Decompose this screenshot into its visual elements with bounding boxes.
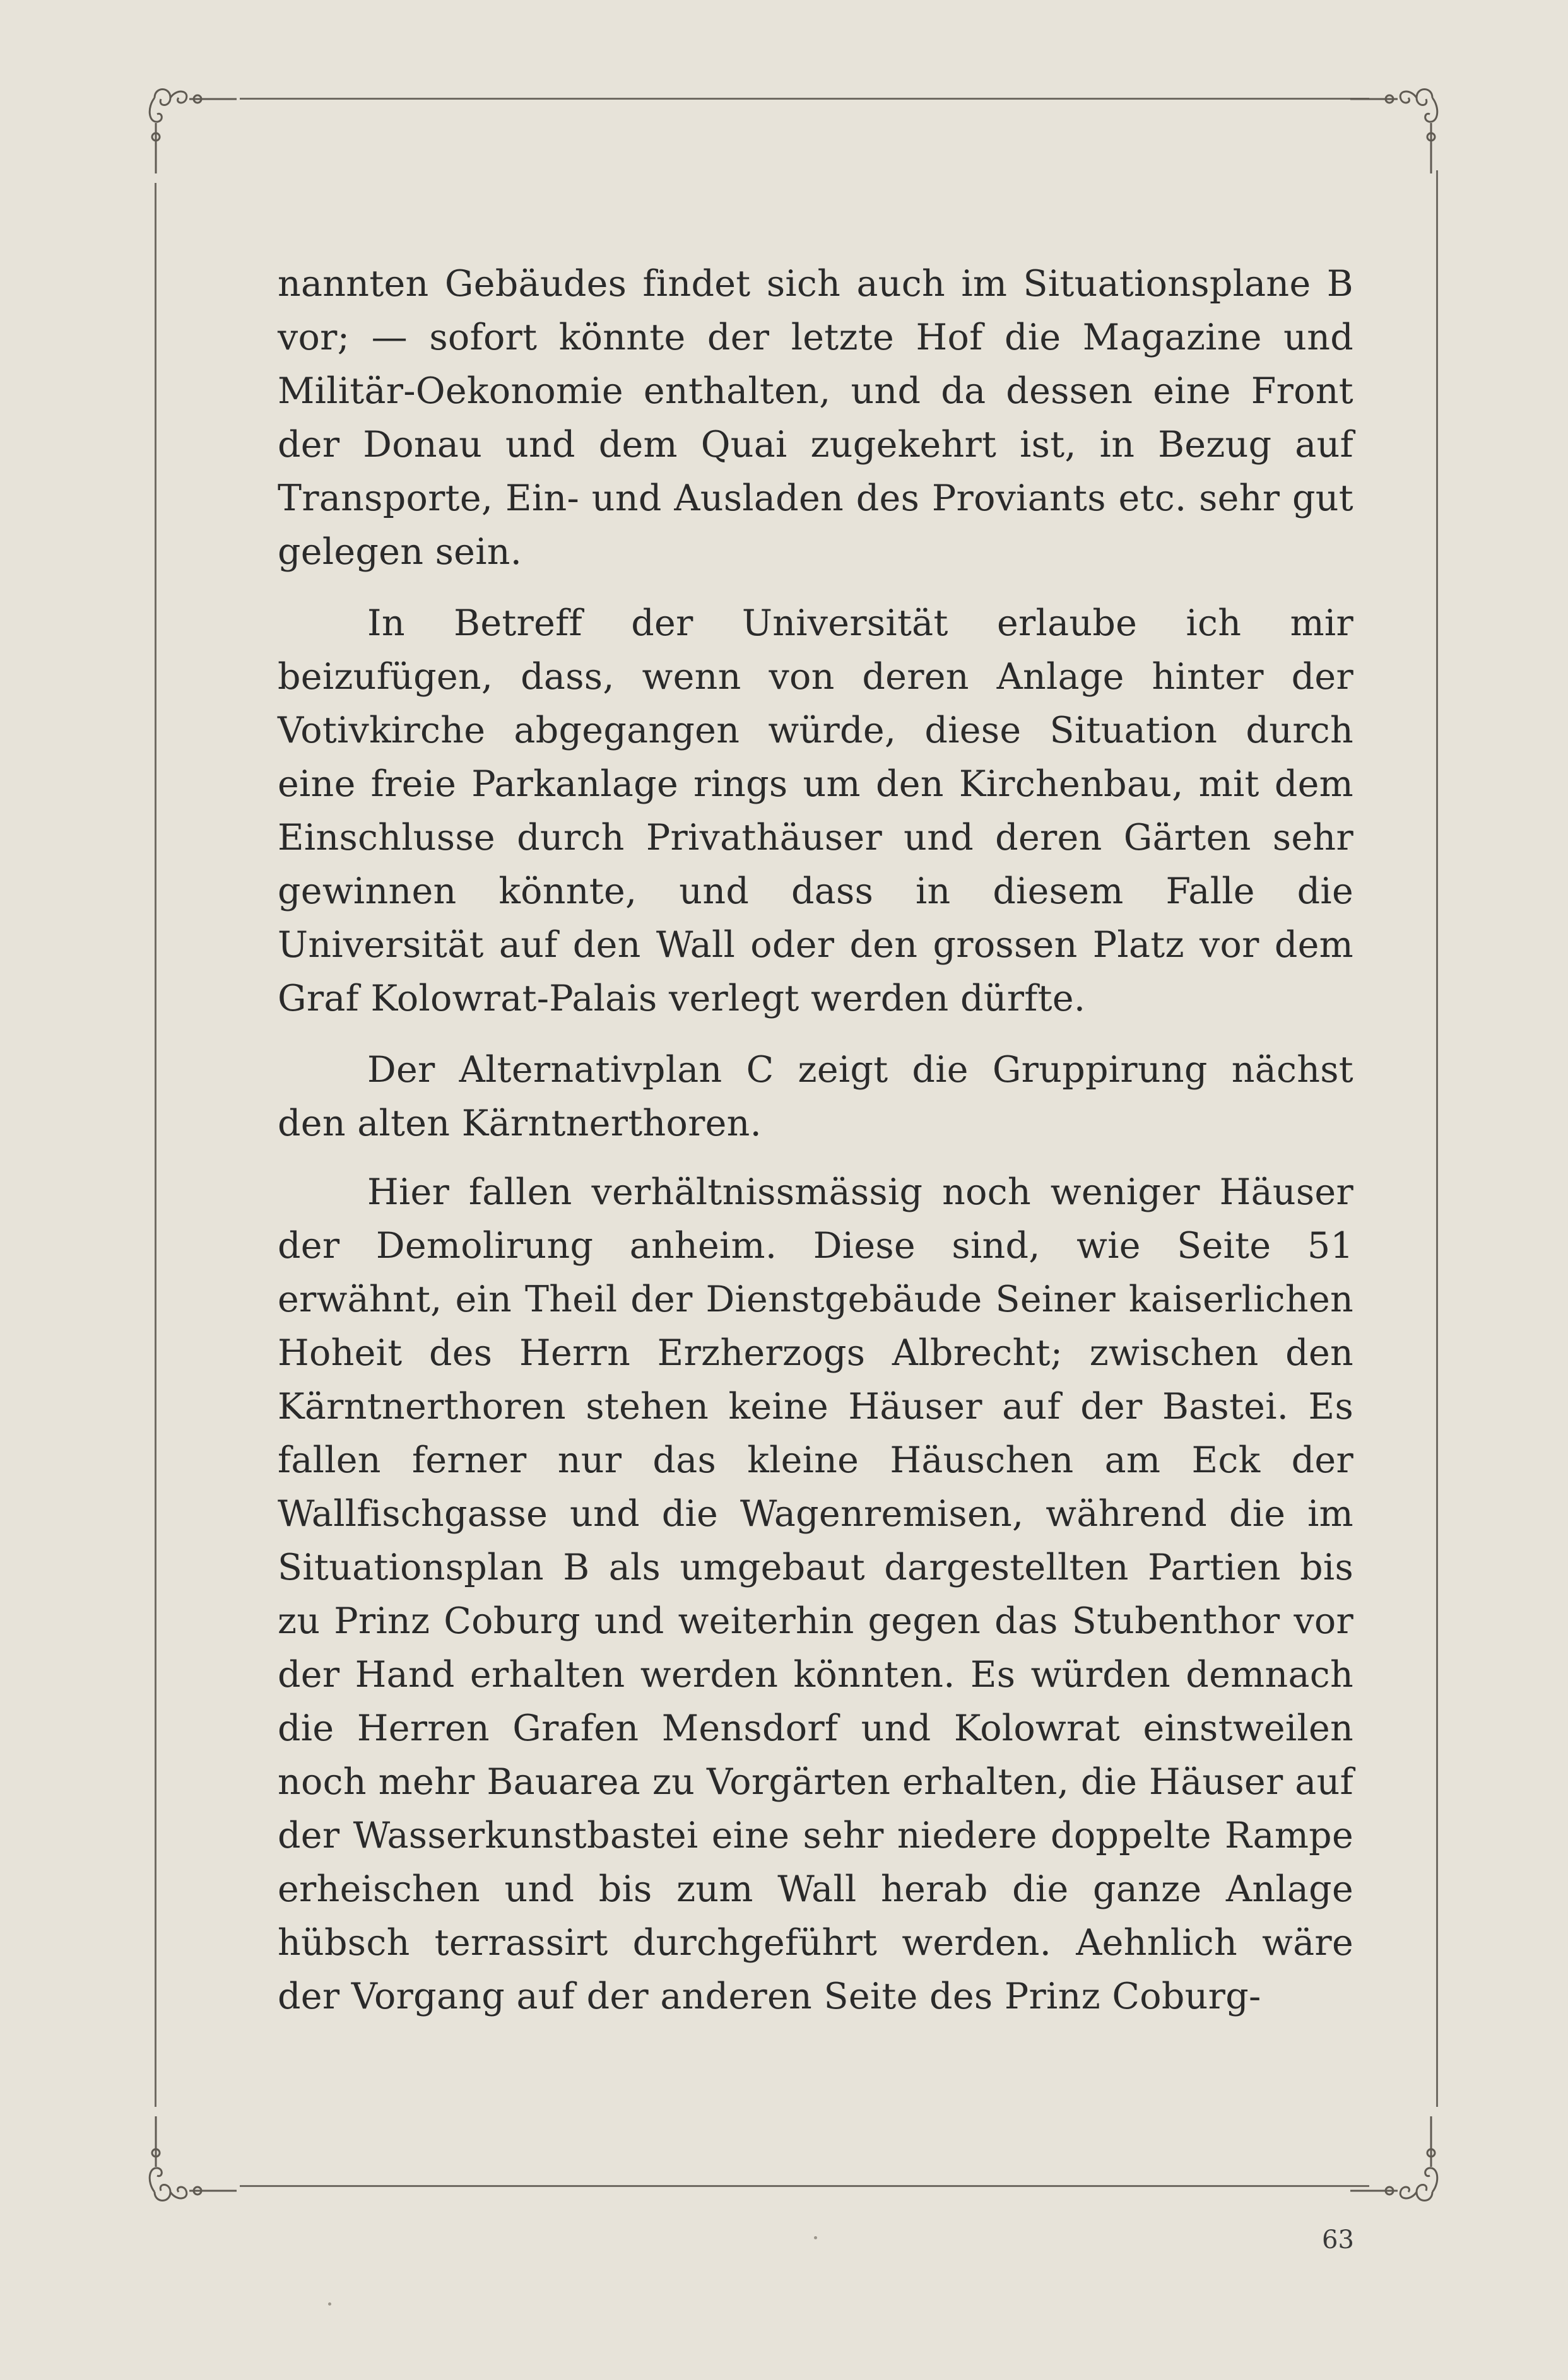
- paper-speck: [328, 2302, 331, 2306]
- page-number: 63: [1322, 2225, 1354, 2254]
- paragraph: nannten Gebäudes findet sich auch im Situationsplane B vor; — sofort könnte der letzte Hof die Magazine und Militär-Oekonomie enthalten, und da dessen eine Front der Donau und dem Quai zugekehrt ist, in Bezug auf Transporte, Ein- und Ausladen des Proviants etc. sehr gut gelegen sein.: [278, 263, 1353, 573]
- paper-speck: [814, 2236, 817, 2239]
- paragraph: Der Alternativplan C zeigt die Gruppirung nächst den alten Kärntnerthoren.: [278, 1049, 1353, 1144]
- paragraph: Hier fallen verhältnissmässig noch weniger Häuser der Demolirung anheim. Diese sind, wie Seite 51 erwähnt, ein Theil der Dienstgebäude Seiner kaiserlichen Hoheit des Herrn Erzherzogs Albrecht; zwischen den Kärntnerthoren stehen keine Häuser auf der Bastei. Es fallen ferner nur das kleine Häuschen am Eck der Wallfischgasse und die Wagenremisen, während die im Situationsplan B als umgebaut dargestellten Partien bis zu Prinz Coburg und weiterhin gegen das Stubenthor vor der Hand erhalten werden könnten. Es würden demnach die Herren Grafen Mensdorf und Kolowrat einstweilen noch mehr Bauarea zu Vorgärten erhalten, die Häuser auf der Wasserkunstbastei eine sehr niedere doppelte Rampe erheischen und bis zum Wall herab die ganze Anlage hübsch terrassirt durchgeführt werden. Aehnlich wäre der Vorgang auf der anderen Seite des Prinz Coburg-: [278, 1171, 1353, 2017]
- corner-ornament-icon: [142, 79, 237, 173]
- paragraph: In Betreff der Universität erlaube ich mir beizufügen, dass, wenn von deren Anlage hinter der Votivkirche abgegangen würde, diese Situation durch eine freie Parkanlage rings um den Kirchenbau, mit dem Einschlusse durch Privathäuser und deren Gärten sehr gewinnen könnte, und dass in diesem Falle die Universität auf den Wall oder den grossen Platz vor dem Graf Kolowrat-Palais verlegt werden dürfte.: [278, 602, 1353, 1019]
- frame-left-rule: [155, 183, 156, 2107]
- frame-bottom-rule: [240, 2185, 1369, 2187]
- corner-ornament-icon: [1350, 2116, 1445, 2211]
- corner-ornament-icon: [1350, 79, 1445, 173]
- corner-ornament-icon: [142, 2116, 237, 2211]
- page-body: [278, 257, 1353, 2024]
- frame-right-rule: [1436, 170, 1438, 2107]
- frame-top-rule: [240, 98, 1369, 100]
